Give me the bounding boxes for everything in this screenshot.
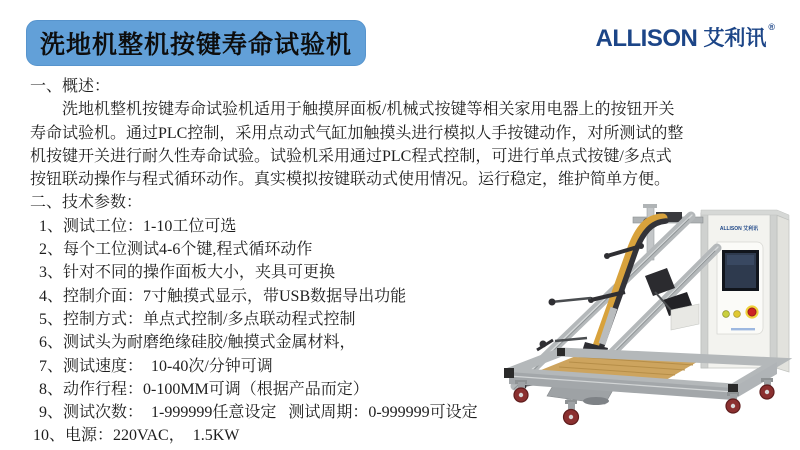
start-button <box>723 311 730 318</box>
spec-item: 5、控制方式：单点式控制/多点联动程式控制 <box>39 310 356 328</box>
overview-line: 寿命试验机。通过PLC控制，采用点动式气缸加触摸头进行模拟人手按键动作，对所测试的整 <box>30 124 684 142</box>
spec-item: 7、测试速度： 10-40次/分钟可调 <box>39 357 273 375</box>
spec-item: 10、电源：220VAC， 1.5KW <box>33 427 240 445</box>
spec-item: 6、测试头为耐磨绝缘硅胶/触摸式金属材料， <box>39 334 356 352</box>
spec-item: 9、测试次数： 1-999999任意设定 测试周期：0-999999可设定 <box>39 404 478 422</box>
brand-name-en: ALLISON <box>595 25 698 52</box>
machine-photo <box>495 192 795 450</box>
overview-line: 洗地机整机按键寿命试验机适用于触摸屏面板/机械式按键等相关家用电器上的按钮开关 <box>62 101 675 119</box>
cabinet-logo: ALLISON 艾利讯 <box>719 226 759 232</box>
registered-trademark-icon: ® <box>768 22 775 32</box>
control-cabinet <box>701 210 789 372</box>
page-title: 洗地机整机按键寿命试验机 <box>39 32 352 59</box>
stop-button <box>734 311 741 318</box>
overview-heading: 一、概述： <box>30 78 111 95</box>
spec-item: 4、控制介面：7寸触摸式显示，带USB数据导出功能 <box>39 287 407 305</box>
spec-item: 3、针对不同的操作面板大小，夹具可更换 <box>39 264 336 282</box>
spec-item: 2、每个工位测试4-6个键,程式循环动作 <box>39 241 313 259</box>
specs-heading: 二、技术参数： <box>30 194 143 212</box>
spec-item: 1、测试工位：1-10工位可选 <box>39 217 237 235</box>
overview-line: 机按键开关进行耐久性寿命试验。试验机采用通过PLC程式控制，可进行单点式按键/多点式 <box>30 147 672 165</box>
overview-line: 按钮联动操作与程式循环动作。真实模拟按键联动式使用情况。运行稳定，维护简单方便。 <box>30 171 671 189</box>
spec-item: 8、动作行程：0-100MM可调（根据产品而定） <box>39 380 369 398</box>
page-title-banner <box>26 20 366 66</box>
brand-logo <box>595 22 775 52</box>
brand-name-cn: 艾利讯 <box>703 27 767 50</box>
